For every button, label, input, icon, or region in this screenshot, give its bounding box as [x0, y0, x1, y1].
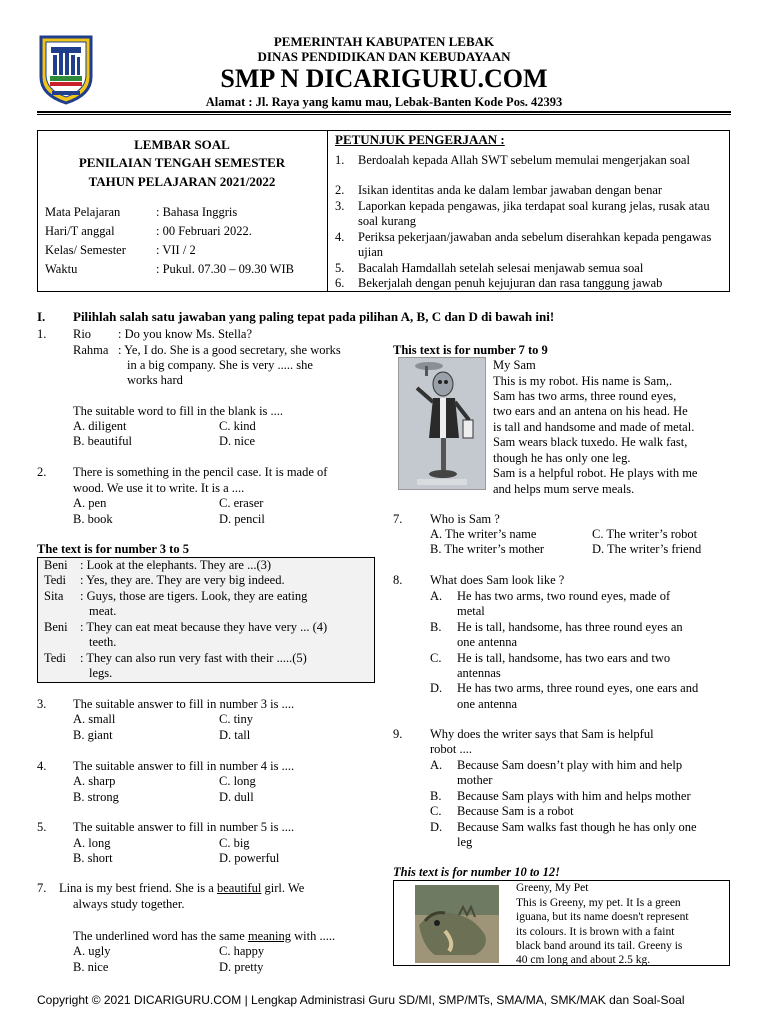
robot-icon — [399, 358, 485, 489]
dialog-line: : Look at the elephants. They are ...(3) — [80, 558, 272, 572]
passage-line: This is Greeny, my pet. It Is a green — [516, 897, 681, 909]
passage-line: two ears and an antena on his head. He — [493, 404, 688, 418]
passage-title: The text is for number 3 to 5 — [37, 542, 189, 556]
dialog-line: works hard — [127, 373, 183, 387]
academic-year: TAHUN PELAJARAN 2021/2022 — [88, 174, 276, 189]
date-value: : 00 Februari 2022. — [156, 224, 252, 238]
option-b[interactable]: B. book — [73, 512, 113, 526]
option-c[interactable]: C. big — [219, 836, 250, 850]
dialog-speaker: Tedi — [44, 651, 67, 665]
option-b[interactable]: B. giant — [73, 728, 113, 742]
passage-line: Sam has two arms, three round eyes, — [493, 389, 677, 403]
instruction-number: 2. — [335, 183, 345, 197]
option-c[interactable]: C. kind — [219, 419, 256, 433]
option-b[interactable]: B. The writer’s mother — [430, 542, 545, 556]
passage-line: This is my robot. His name is Sam,. — [493, 374, 673, 388]
dialog-speaker: Sita — [44, 589, 64, 603]
iguana-icon — [415, 885, 499, 963]
dialog-line: teeth. — [89, 635, 117, 649]
option-d[interactable]: D. tall — [219, 728, 251, 742]
passage-line: 40 cm long and about 2.5 kg. — [516, 954, 651, 966]
dialog-speaker: Tedi — [44, 573, 67, 587]
passage-line: though he has only one leg. — [493, 451, 631, 465]
dialog-line: : Ye, I do. She is a good secretary, she works — [118, 343, 341, 357]
instruction-number: 6. — [335, 276, 345, 290]
dialog-line: meat. — [89, 604, 117, 618]
sheet-title: LEMBAR SOAL — [134, 137, 230, 152]
option-letter: D. — [430, 681, 443, 695]
option-letter: A. — [430, 758, 443, 772]
dialog-speaker: Beni — [44, 620, 68, 634]
question-prompt: The underlined word has the same meaning with ..... — [73, 929, 336, 943]
option-letter: D. — [430, 820, 443, 834]
header-divider-thin — [37, 114, 731, 115]
iguana-image — [415, 885, 499, 963]
option-c[interactable]: C. The writer’s robot — [592, 527, 698, 541]
instruction-item: Bekerjalah dengan penuh kejujuran dan rasa tanggung jawab — [358, 276, 663, 290]
option-c[interactable]: C. eraser — [219, 496, 264, 510]
instruction-number: 3. — [335, 199, 345, 213]
instruction-item: Bacalah Hamdallah setelah selesai menjawab semua soal — [358, 261, 644, 275]
dialog-line: : They can eat meat because they have very ... (4) — [80, 620, 328, 634]
passage-line: and helps mum serve meals. — [493, 482, 635, 496]
option-b[interactable]: He is tall, handsome, has three round eyes an — [457, 620, 683, 634]
option-a[interactable]: A. small — [73, 712, 116, 726]
school-address: Alamat : Jl. Raya yang kamu mau, Lebak-Banten Kode Pos. 42393 — [205, 95, 563, 109]
coat-of-arms-icon — [38, 33, 94, 105]
question-text: always study together. — [73, 897, 185, 911]
instruction-number: 4. — [335, 230, 345, 244]
passage-line: Sam wears black tuxedo. He walk fast, — [493, 435, 688, 449]
passage-line: black band around its tail. Greeny is — [516, 940, 683, 952]
question-text: The suitable answer to fill in number 4 is .... — [73, 759, 295, 773]
subject-label: Mata Pelajaran — [45, 205, 121, 219]
option-c[interactable]: C. tiny — [219, 712, 254, 726]
option-b[interactable]: B. strong — [73, 790, 119, 804]
class-label: Kelas/ Semester — [45, 243, 126, 257]
question-prompt: The suitable word to fill in the blank is .... — [73, 404, 284, 418]
passage-title: This text is for number 10 to 12! — [393, 865, 561, 879]
school-name: SMP N DICARIGURU.COM — [220, 64, 548, 93]
info-box-divider — [327, 130, 328, 292]
question-number: 7. — [393, 512, 403, 526]
option-a[interactable]: A. sharp — [73, 774, 116, 788]
robot-image — [398, 357, 486, 490]
date-label: Hari/T anggal — [45, 224, 115, 238]
option-c[interactable]: C. long — [219, 774, 256, 788]
question-text: The suitable answer to fill in number 5 is .... — [73, 820, 295, 834]
passage-line: its colours. It is brown with a faint — [516, 926, 675, 938]
time-label: Waktu — [45, 262, 78, 276]
assessment-title: PENILAIAN TENGAH SEMESTER — [78, 155, 286, 170]
dialog-speaker: Beni — [44, 558, 68, 572]
option-d[interactable]: D. dull — [219, 790, 254, 804]
question-text: robot .... — [430, 742, 473, 756]
underlined-word: beautiful — [216, 881, 262, 895]
subject-value: : Bahasa Inggris — [156, 205, 238, 219]
option-b[interactable]: B. nice — [73, 960, 109, 974]
option-letter: C. — [430, 651, 442, 665]
question-text: The suitable answer to fill in number 3 is .... — [73, 697, 295, 711]
instruction-item: Periksa pekerjaan/jawaban anda sebelum diserahkan kepada pengawas ujian — [358, 230, 712, 260]
dialog-speaker: Rio — [73, 327, 92, 341]
option-a[interactable]: A. The writer’s name — [430, 527, 537, 541]
option-b[interactable]: B. short — [73, 851, 113, 865]
option-d[interactable]: D. pretty — [219, 960, 264, 974]
copyright-footer: Copyright © 2021 DICARIGURU.COM | Lengkap Administrasi Guru SD/MI, SMP/MTs, SMA/MA, SMK/MAK dan Soal-Soal — [37, 993, 685, 1007]
passage-heading: My Sam — [493, 358, 536, 372]
option-letter: B. — [430, 620, 442, 634]
option-a[interactable]: A. diligent — [73, 419, 127, 433]
option-a-cont[interactable]: metal — [457, 604, 485, 618]
department-name: DINAS PENDIDIKAN DAN KEBUDAYAAN — [257, 49, 511, 64]
option-letter: A. — [430, 589, 443, 603]
instruction-item: Isikan identitas anda ke dalam lembar jawaban dengan benar — [358, 183, 663, 197]
option-d[interactable]: Because Sam walks fast though he has only one — [457, 820, 697, 834]
option-a-cont[interactable]: mother — [457, 773, 493, 787]
question-number: 7. — [37, 881, 47, 895]
question-text: Lina is my best friend. She is a beautiful girl. We — [59, 881, 305, 895]
question-number: 4. — [37, 759, 47, 773]
passage-line: Sam is a helpful robot. He plays with me — [493, 466, 698, 480]
option-b[interactable]: Because Sam plays with him and helps mother — [457, 789, 691, 803]
dialog-line: in a big company. She is very ..... she — [127, 358, 313, 372]
question-number: 3. — [37, 697, 47, 711]
option-d[interactable]: D. powerful — [219, 851, 280, 865]
dialog-line: : They can also run very fast with their .....(5) — [80, 651, 307, 665]
question-text: Who is Sam ? — [430, 512, 500, 526]
option-a[interactable]: A. long — [73, 836, 111, 850]
question-number: 1. — [37, 327, 47, 341]
question-number: 2. — [37, 465, 47, 479]
instructions-title: PETUNJUK PENGERJAAN : — [335, 132, 505, 147]
instruction-item: Laporkan kepada pengawas, jika terdapat soal kurang jelas, rusak atau soal kurang — [358, 199, 710, 229]
option-d-cont[interactable]: leg — [457, 835, 473, 849]
question-number: 9. — [393, 727, 403, 741]
regency-logo — [38, 33, 94, 105]
dialog-line: : Guys, those are tigers. Look, they are eating — [80, 589, 308, 603]
option-letter: B. — [430, 789, 442, 803]
option-b[interactable]: B. beautiful — [73, 434, 133, 448]
question-text: What does Sam look like ? — [430, 573, 565, 587]
header-divider — [37, 111, 731, 113]
section-instruction: Pilihlah salah satu jawaban yang paling tepat pada pilihan A, B, C dan D di bawah ini! — [73, 309, 555, 324]
dialog-line: legs. — [89, 666, 113, 680]
option-c[interactable]: He is tall, handsome, has two ears and two — [457, 651, 671, 665]
passage-line: is tall and handsome and made of metal. — [493, 420, 695, 434]
option-d[interactable]: D. nice — [219, 434, 256, 448]
dialog-speaker: Rahma — [73, 343, 109, 357]
option-c-cont[interactable]: antennas — [457, 666, 501, 680]
option-b-cont[interactable]: one antenna — [457, 635, 518, 649]
question-number: 8. — [393, 573, 403, 587]
question-number: 5. — [37, 820, 47, 834]
section-number: I. — [37, 309, 46, 324]
government-name: PEMERINTAH KABUPATEN LEBAK — [273, 34, 495, 49]
underlined-word: meaning — [247, 929, 291, 943]
time-value: : Pukul. 07.30 – 09.30 WIB — [156, 262, 294, 276]
option-a[interactable]: He has two arms, two round eyes, made of — [457, 589, 671, 603]
option-d[interactable]: He has two arms, three round eyes, one ears and — [457, 681, 699, 695]
dialog-line: : Do you know Ms. Stella? — [118, 327, 253, 341]
option-letter: C. — [430, 804, 442, 818]
passage-heading: Greeny, My Pet — [516, 882, 589, 894]
class-value: : VII / 2 — [156, 243, 196, 257]
option-d[interactable]: D. The writer’s friend — [592, 542, 702, 556]
instruction-number: 1. — [335, 153, 345, 167]
option-a[interactable]: A. pen — [73, 496, 107, 510]
option-a[interactable]: A. ugly — [73, 944, 111, 958]
option-d-cont[interactable]: one antenna — [457, 697, 518, 711]
passage-line: iguana, but its name doesn't represent — [516, 911, 689, 923]
question-text: wood. We use it to write. It is a .... — [73, 481, 245, 495]
passage-title: This text is for number 7 to 9 — [393, 343, 548, 357]
instruction-number: 5. — [335, 261, 345, 275]
option-c[interactable]: Because Sam is a robot — [457, 804, 574, 818]
option-d[interactable]: D. pencil — [219, 512, 265, 526]
option-a[interactable]: Because Sam doesn’t play with him and help — [457, 758, 683, 772]
question-text: Why does the writer says that Sam is helpful — [430, 727, 654, 741]
option-c[interactable]: C. happy — [219, 944, 265, 958]
instruction-item: Berdoalah kepada Allah SWT sebelum memulai mengerjakan soal — [358, 153, 690, 167]
dialog-line: : Yes, they are. They are very big indeed. — [80, 573, 285, 587]
question-text: There is something in the pencil case. It is made of — [73, 465, 328, 479]
